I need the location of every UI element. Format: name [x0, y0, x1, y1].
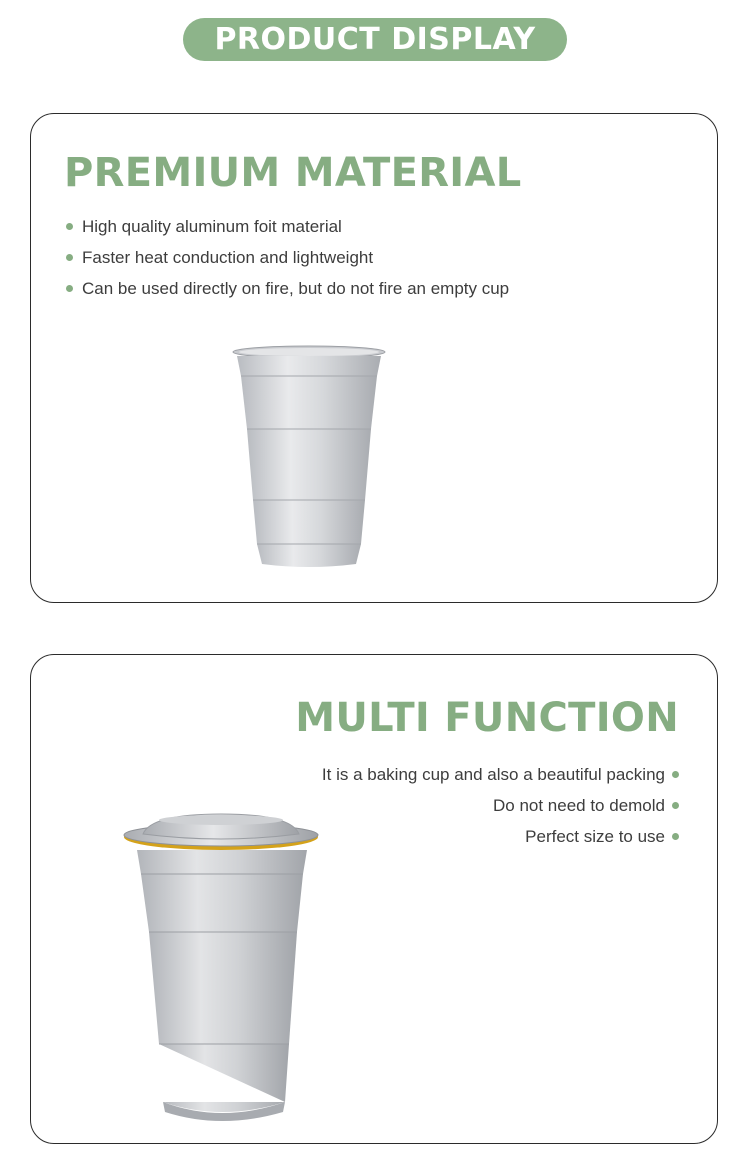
multi-function-heading: MULTI FUNCTION — [295, 695, 679, 741]
premium-material-bullets — [66, 211, 509, 304]
bullet-text: Perfect size to use — [525, 827, 665, 846]
bullet-dot-icon — [672, 771, 679, 778]
premium-material-card — [30, 113, 718, 603]
list-item — [66, 273, 509, 304]
bullet-text: Faster heat conduction and lightweight — [82, 248, 374, 267]
list-item — [322, 821, 679, 852]
bullet-dot-icon — [66, 285, 73, 292]
list-item — [66, 242, 509, 273]
bullet-text: Can be used directly on fire, but do not fire an empty cup — [82, 279, 510, 298]
bullet-text: Do not need to demold — [492, 796, 665, 815]
bullet-text: It is a baking cup and also a beautiful packing — [321, 765, 665, 784]
bullet-text: High quality aluminum foit material — [82, 217, 342, 236]
multi-function-card — [30, 654, 718, 1144]
multi-function-bullets — [322, 759, 679, 852]
list-item — [66, 211, 509, 242]
list-item — [322, 790, 679, 821]
bullet-dot-icon — [672, 802, 679, 809]
list-item — [322, 759, 679, 790]
aluminum-cup-image — [231, 344, 391, 569]
bullet-dot-icon — [672, 833, 679, 840]
premium-material-heading: PREMIUM MATERIAL — [64, 150, 522, 196]
bullet-dot-icon — [66, 254, 73, 261]
bullet-dot-icon — [66, 223, 73, 230]
aluminum-cup-with-lid-image — [121, 812, 321, 1127]
product-display-banner: PRODUCT DISPLAY — [183, 18, 567, 61]
